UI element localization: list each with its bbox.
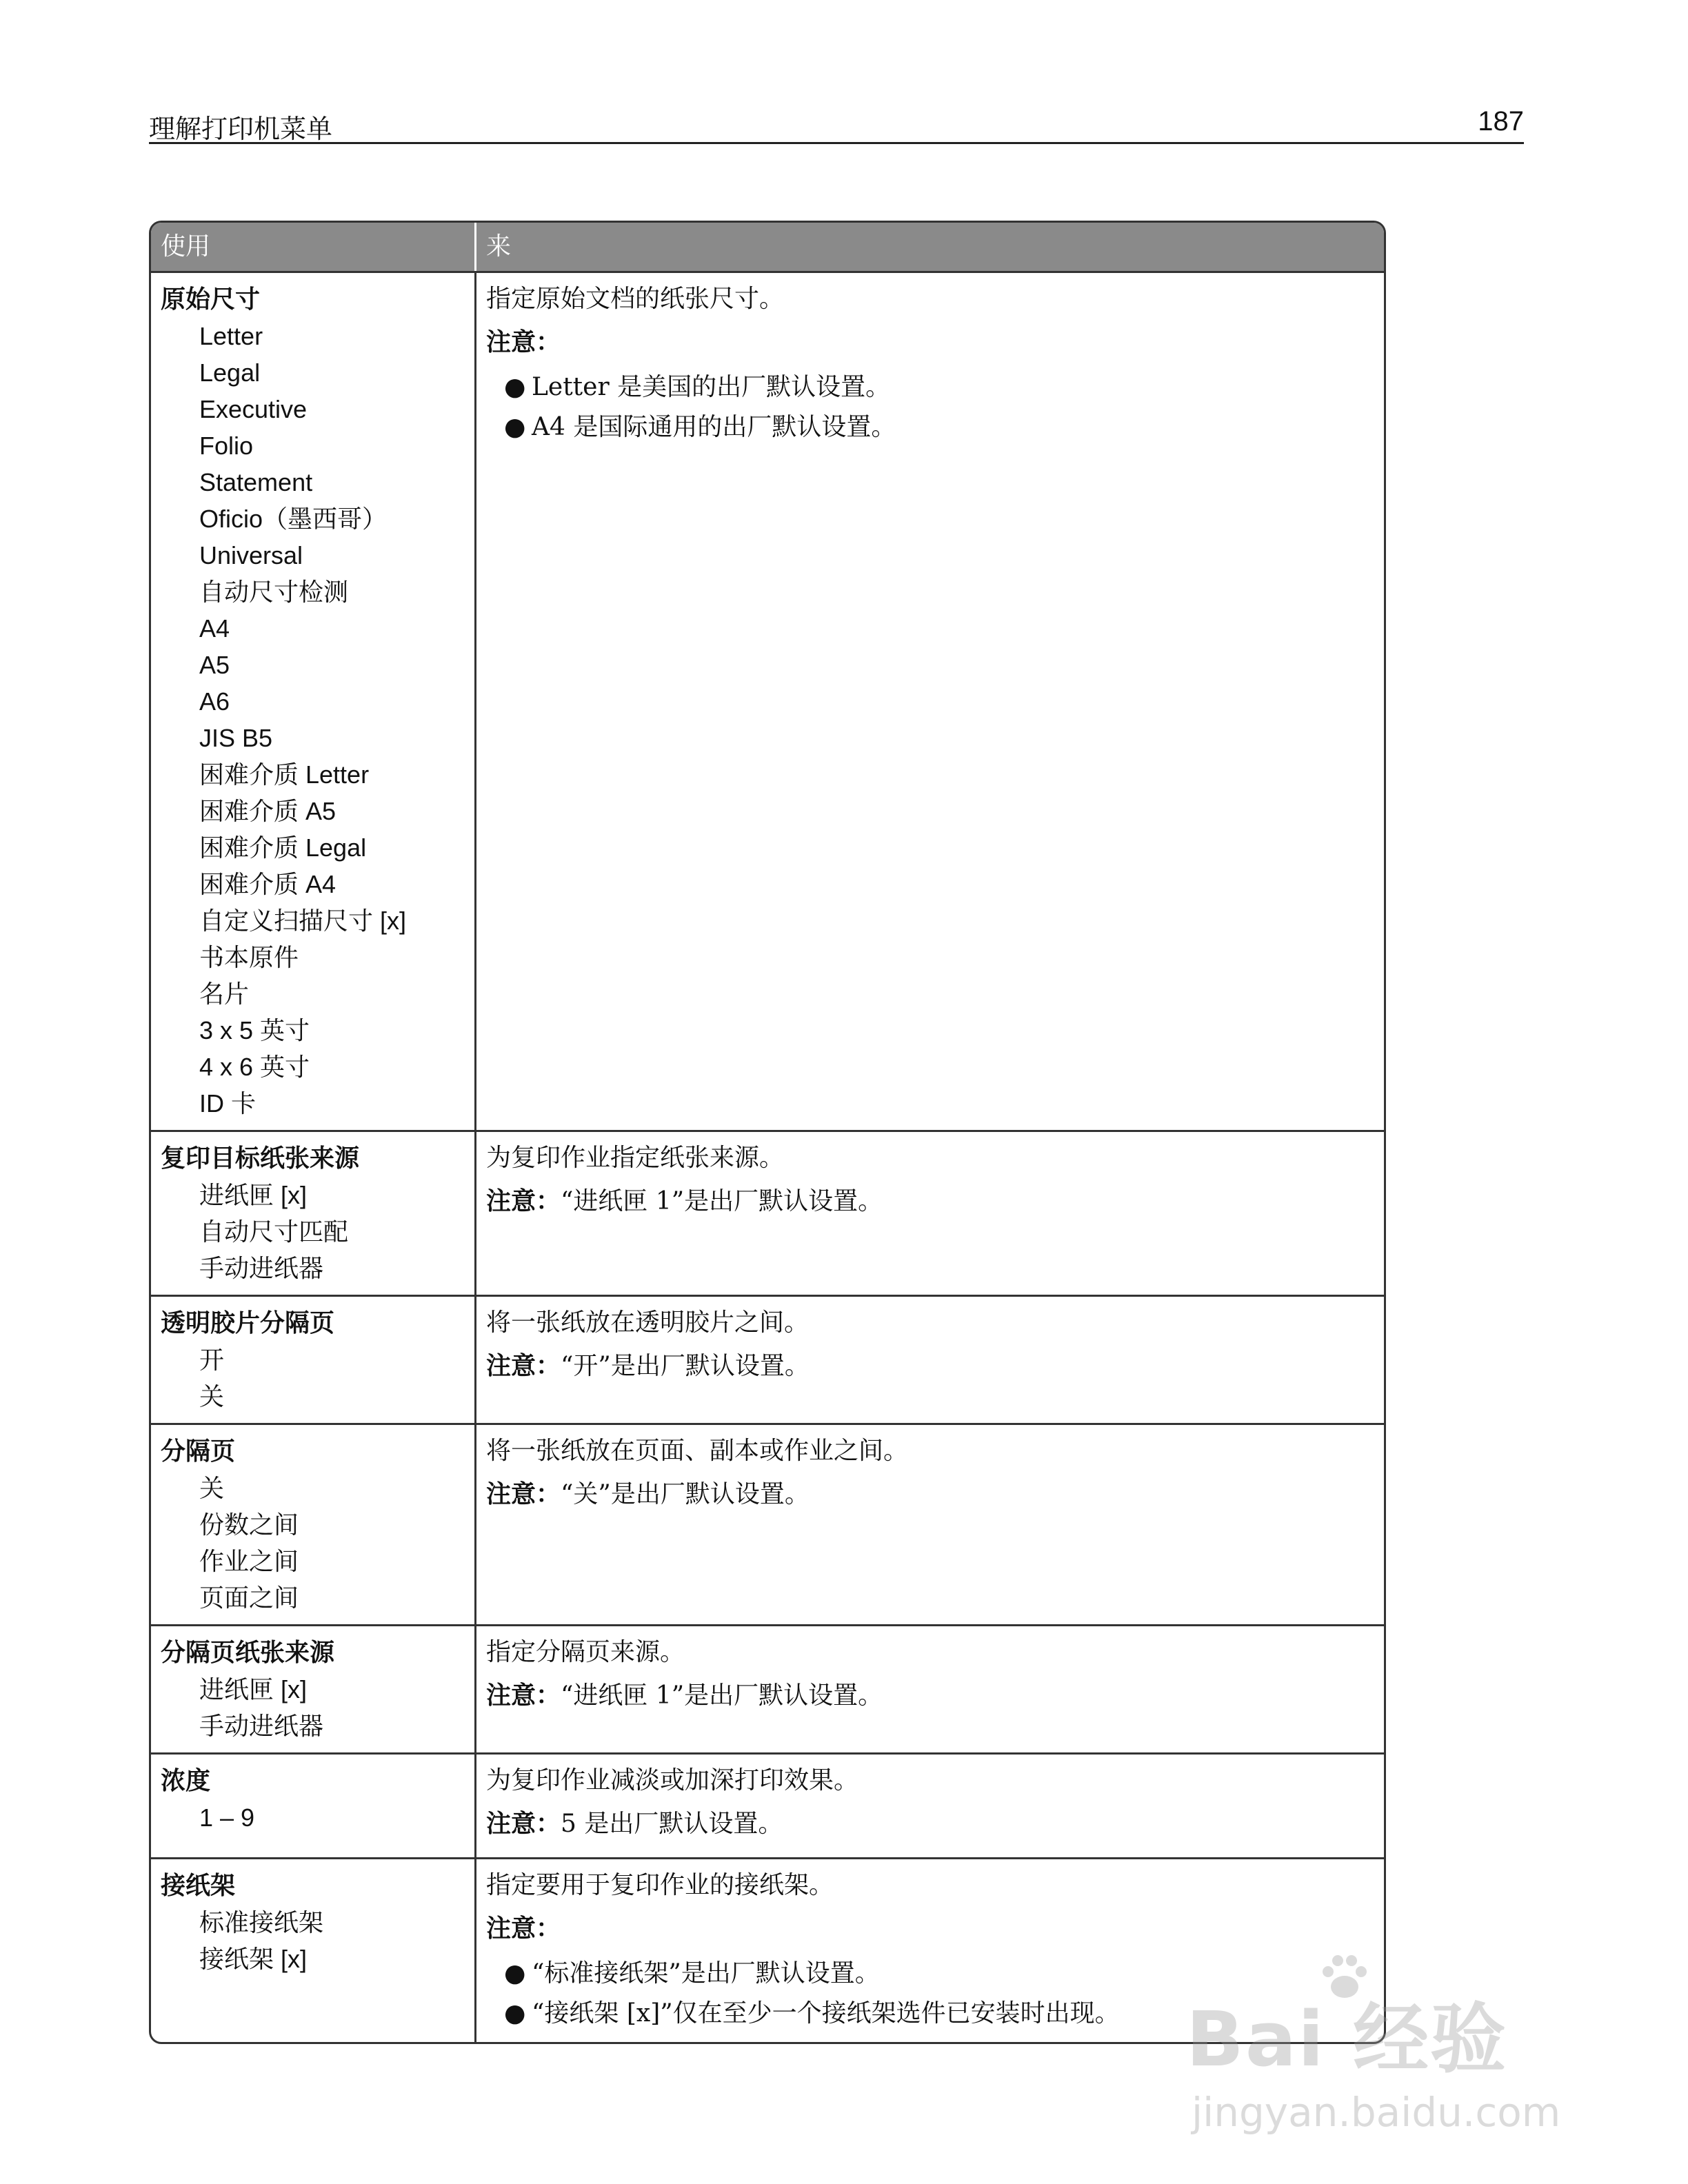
table-header (151, 223, 1384, 273)
table-row-separator-sheet-source (151, 1626, 1384, 1755)
menu-option: 1 – 9 (199, 1803, 255, 1832)
menu-option: Executive (199, 395, 308, 423)
menu-option: A5 (199, 651, 230, 679)
description-cell (476, 273, 1384, 1130)
description-text: 为复印作业指定纸张来源。 (486, 1144, 785, 1172)
menu-option: 开 (199, 1346, 225, 1374)
bullet-dot-icon: ● (504, 1999, 526, 2028)
note-text: “进纸匣 1”是出厂默认设置。 (561, 1681, 883, 1710)
menu-option: 手动进纸器 (199, 1254, 324, 1282)
menu-item-cell (151, 1297, 476, 1423)
note-label: 注意： (486, 1186, 561, 1215)
description-cell (476, 1132, 1384, 1295)
note-label: 注意： (486, 1809, 561, 1838)
menu-option: 进纸匣 [x] (199, 1675, 308, 1703)
page-header (149, 103, 1524, 144)
menu-item-title: 接纸架 (161, 1871, 236, 1900)
menu-option: 关 (199, 1474, 225, 1502)
menu-option: Statement (199, 468, 313, 496)
table-row-separator-sheets (151, 1425, 1384, 1626)
menu-table (149, 221, 1386, 2044)
bullet-text: Letter 是美国的出厂默认设置。 (532, 373, 891, 401)
column-header-to: 来 (486, 232, 512, 261)
menu-item-title: 分隔页纸张来源 (161, 1638, 335, 1667)
menu-option: 页面之间 (199, 1584, 299, 1612)
menu-item-cell (151, 1132, 476, 1295)
menu-option: 困难介质 Letter (199, 760, 370, 789)
menu-item-cell (151, 273, 476, 1130)
menu-option: 关 (199, 1382, 225, 1410)
menu-option: 自定义扫描尺寸 [x] (199, 907, 407, 935)
bullet-text: “标准接纸架”是出厂默认设置。 (532, 1959, 880, 1988)
description-cell (476, 1425, 1384, 1624)
menu-option: 作业之间 (199, 1547, 299, 1575)
menu-option: Letter (199, 322, 263, 350)
bullet-dot-icon: ● (504, 373, 526, 401)
note-label: 注意： (486, 327, 561, 356)
table-row-transparency-separators (151, 1297, 1384, 1425)
menu-option: 份数之间 (199, 1510, 299, 1539)
description-text: 为复印作业减淡或加深打印效果。 (486, 1766, 859, 1794)
menu-option: 困难介质 A4 (199, 870, 336, 898)
description-text: 将一张纸放在页面、副本或作业之间。 (486, 1437, 909, 1465)
note-text: “关”是出厂默认设置。 (561, 1480, 810, 1508)
bullet-item (486, 407, 1374, 447)
description-text: 指定原始文档的纸张尺寸。 (486, 285, 785, 313)
menu-option: 困难介质 Legal (199, 833, 367, 862)
menu-option: 标准接纸架 (199, 1908, 324, 1937)
watermark-url: jingyan.baidu.com (1192, 2089, 1561, 2136)
description-text: 将一张纸放在透明胶片之间。 (486, 1308, 810, 1337)
note (486, 1476, 1374, 1513)
menu-option: 手动进纸器 (199, 1712, 324, 1740)
menu-option: 进纸匣 [x] (199, 1181, 308, 1209)
menu-item-cell (151, 1859, 476, 2042)
note-text: “开”是出厂默认设置。 (561, 1352, 810, 1380)
bullet-dot-icon: ● (504, 1959, 526, 1988)
menu-option: 名片 (199, 980, 250, 1008)
description-cell (476, 1297, 1384, 1423)
menu-option: A4 (199, 614, 230, 643)
note-label: 注意： (486, 1914, 561, 1943)
menu-option: 自动尺寸匹配 (199, 1217, 349, 1246)
menu-option: 书本原件 (199, 943, 299, 971)
menu-option: Folio (199, 432, 254, 460)
table-row-original-size (151, 273, 1384, 1132)
menu-option: Legal (199, 358, 261, 387)
menu-option: Oficio（墨西哥） (199, 505, 388, 533)
menu-option: ID 卡 (199, 1089, 257, 1118)
menu-option: 3 x 5 英寸 (199, 1016, 310, 1044)
menu-item-title: 原始尺寸 (161, 285, 261, 314)
menu-item-title: 分隔页 (161, 1437, 236, 1466)
watermark-brand: Bai 经验 (1186, 1995, 1508, 2083)
description-cell (476, 1755, 1384, 1857)
bullet-text: “接纸架 [x]”仅在至少一个接纸架选件已安装时出现。 (532, 1999, 1120, 2028)
note (486, 324, 1374, 361)
note (486, 1677, 1374, 1714)
menu-option: 4 x 6 英寸 (199, 1053, 310, 1081)
table-row-copy-to-source (151, 1132, 1384, 1297)
menu-option: 接纸架 [x] (199, 1945, 308, 1973)
menu-option: 困难介质 A5 (199, 797, 336, 825)
note-label: 注意： (486, 1681, 561, 1710)
table-row-darkness (151, 1755, 1384, 1859)
description-cell (476, 1626, 1384, 1752)
note-text: 5 是出厂默认设置。 (561, 1810, 783, 1838)
description-text: 指定要用于复印作业的接纸架。 (486, 1871, 834, 1899)
note-label: 注意： (486, 1479, 561, 1508)
menu-item-title: 透明胶片分隔页 (161, 1308, 335, 1337)
menu-item-title: 浓度 (161, 1766, 211, 1795)
menu-option: Universal (199, 541, 303, 569)
bullet-text: A4 是国际通用的出厂默认设置。 (532, 413, 896, 441)
menu-item-cell (151, 1425, 476, 1624)
page-number: 187 (1478, 106, 1524, 136)
menu-option: A6 (199, 687, 230, 716)
bullet-item (486, 367, 1374, 407)
menu-item-cell (151, 1755, 476, 1857)
menu-item-title: 复印目标纸张来源 (161, 1144, 360, 1173)
page-title: 理解打印机菜单 (149, 114, 333, 144)
note-label: 注意： (486, 1351, 561, 1380)
note (486, 1183, 1374, 1220)
bullet-dot-icon: ● (504, 413, 526, 441)
description-text: 指定分隔页来源。 (486, 1638, 685, 1666)
note (486, 1910, 1374, 1947)
menu-item-cell (151, 1626, 476, 1752)
note (486, 1806, 1374, 1842)
column-header-use: 使用 (151, 223, 476, 271)
note-bullets (486, 367, 1374, 447)
note (486, 1348, 1374, 1384)
menu-option: JIS B5 (199, 724, 273, 752)
menu-option: 自动尺寸检测 (199, 578, 349, 606)
note-text: “进纸匣 1”是出厂默认设置。 (561, 1187, 883, 1215)
baidu-jingyan-watermark (1186, 1951, 1572, 2158)
